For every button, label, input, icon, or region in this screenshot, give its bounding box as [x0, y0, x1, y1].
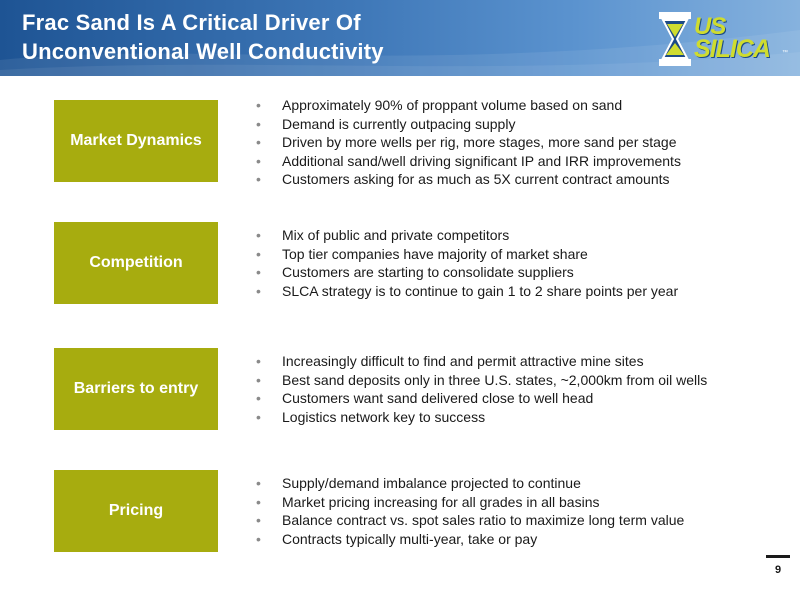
slide-title — [22, 8, 384, 66]
bullet-item: • Contracts typically multi-year, take or pay — [256, 530, 684, 549]
bullet-list — [256, 226, 678, 300]
section-label: Competition — [89, 254, 183, 271]
bullet-list — [256, 96, 681, 189]
trademark-symbol: ™ — [782, 50, 788, 56]
bullet-item: • Mix of public and private competitors — [256, 226, 678, 245]
slide-title-line-1: Frac Sand Is A Critical Driver Of — [22, 10, 361, 35]
section-label-box — [54, 470, 218, 552]
section-label-box — [54, 100, 218, 182]
bullet-item: • Additional sand/well driving significant IP and IRR improvements — [256, 152, 681, 171]
hourglass-icon — [658, 10, 692, 68]
bullet-item: • Demand is currently outpacing supply — [256, 115, 681, 134]
bullet-list — [256, 352, 707, 426]
section-label: Pricing — [108, 502, 164, 519]
logo-text-us: US — [694, 13, 726, 40]
page-number-rule — [766, 555, 790, 558]
bullet-item: • Driven by more wells per rig, more stages, more sand per stage — [256, 133, 681, 152]
bullet-item: • Customers asking for as much as 5X current contract amounts — [256, 170, 681, 189]
bullet-item: • Balance contract vs. spot sales ratio to maximize long term value — [256, 511, 684, 530]
bullet-item: • Customers are starting to consolidate suppliers — [256, 263, 678, 282]
bullet-item: • Top tier companies have majority of market share — [256, 245, 678, 264]
slide-title-line-2: Unconventional Well Conductivity — [22, 39, 384, 64]
us-silica-logo — [658, 10, 790, 68]
bullet-item: • Customers want sand delivered close to well head — [256, 389, 707, 408]
page-number: 9 — [774, 564, 782, 576]
section-label-box — [54, 348, 218, 430]
bullet-item: • Logistics network key to success — [256, 408, 707, 427]
bullet-item: • Increasingly difficult to find and permit attractive mine sites — [256, 352, 707, 371]
slide-header — [0, 0, 800, 76]
bullet-item: • Best sand deposits only in three U.S. states, ~2,000km from oil wells — [256, 371, 707, 390]
bullet-item: • Approximately 90% of proppant volume based on sand — [256, 96, 681, 115]
bullet-item: • Supply/demand imbalance projected to continue — [256, 474, 684, 493]
section-label: Barriers to entry — [73, 380, 199, 397]
logo-wordmark — [694, 13, 770, 63]
section-label-box — [54, 222, 218, 304]
logo-text-silica: SILICA — [694, 35, 770, 63]
section-label: Market Dynamics — [70, 132, 202, 149]
bullet-list — [256, 474, 684, 548]
bullet-item: • Market pricing increasing for all grades in all basins — [256, 493, 684, 512]
bullet-item: • SLCA strategy is to continue to gain 1 to 2 share points per year — [256, 282, 678, 301]
